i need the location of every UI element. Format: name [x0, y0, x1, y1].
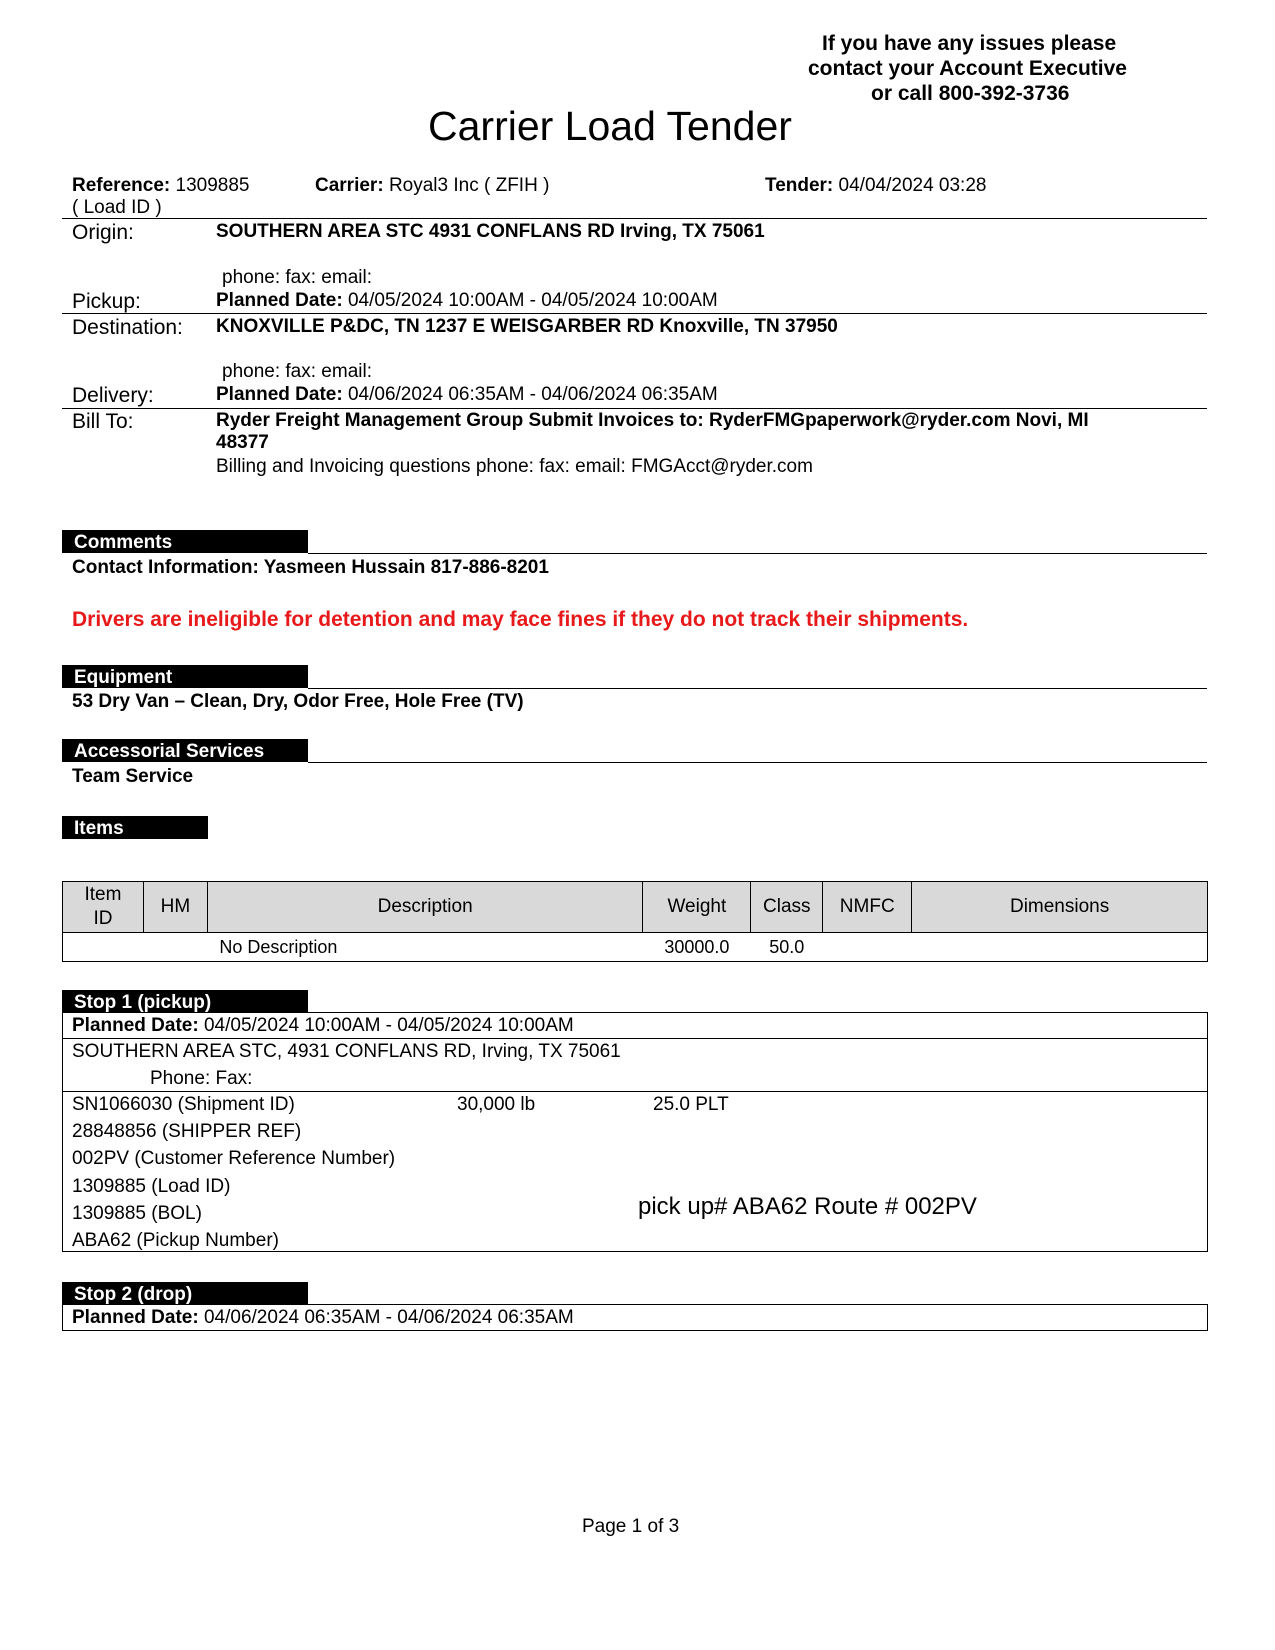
column-header-hm: HM [143, 882, 207, 933]
stop-1-reference: ABA62 (Pickup Number) [72, 1230, 279, 1251]
pickup-planned [216, 290, 718, 312]
cell-nmfc [823, 933, 912, 962]
delivery-label: Delivery: [72, 384, 154, 407]
stop-2-header: Stop 2 (drop) [62, 1282, 308, 1305]
section-rule [308, 553, 1207, 554]
carrier-label: Carrier: [315, 175, 384, 196]
destination-contact: phone: fax: email: [222, 361, 372, 382]
column-header-item-id [63, 882, 144, 933]
page-number: Page 1 of 3 [582, 1516, 680, 1537]
origin-contact: phone: fax: email: [222, 267, 372, 288]
contact-information: Contact Information: Yasmeen Hussain 817-886-8201 [72, 557, 549, 578]
reference-sub: ( Load ID ) [72, 197, 162, 218]
stop-2-planned-label: Planned Date: [72, 1307, 199, 1328]
divider [62, 313, 1207, 314]
accessorial-value: Team Service [72, 766, 194, 787]
pickup-planned-value: 04/05/2024 10:00AM - 04/05/2024 10:00AM [347, 290, 718, 311]
stop-1-header: Stop 1 (pickup) [62, 990, 308, 1013]
section-rule [308, 688, 1207, 689]
column-header-description: Description [207, 882, 643, 933]
carrier-value: Royal3 Inc ( ZFIH ) [388, 175, 550, 196]
bill-to-line-1: Ryder Freight Management Group Submit Invoices to: RyderFMGpaperwork@ryder.com Novi, MI [216, 410, 1089, 431]
stop-1-reference: SN1066030 (Shipment ID) [72, 1094, 295, 1115]
items-header-row [63, 882, 1208, 933]
tender-label: Tender: [765, 175, 834, 196]
items-header: Items [62, 816, 208, 839]
column-header-dimensions: Dimensions [912, 882, 1208, 933]
cell-dimensions [912, 933, 1208, 962]
stop-1-planned [72, 1015, 574, 1037]
stop-1-reference: 1309885 (Load ID) [72, 1176, 231, 1197]
item-id-header-line-1: Item [84, 884, 122, 905]
stop-1-phone-fax: Phone: Fax: [150, 1068, 253, 1089]
accessorial-header: Accessorial Services [62, 739, 308, 762]
delivery-planned-value: 04/06/2024 06:35AM - 04/06/2024 06:35AM [347, 384, 718, 405]
reference-row [72, 175, 249, 197]
issues-line-2: contact your Account Executive [808, 57, 1127, 80]
cell-description: No Description [207, 933, 643, 962]
stop-2-planned [72, 1307, 574, 1329]
section-rule [308, 762, 1207, 763]
stop-1-planned-label: Planned Date: [72, 1015, 199, 1036]
driver-warning: Drivers are ineligible for detention and may face fines if they do not track their shipments. [72, 608, 969, 631]
divider [62, 218, 1207, 219]
stop-1-reference: 28848856 (SHIPPER REF) [72, 1121, 302, 1142]
equipment-header: Equipment [62, 665, 308, 688]
stop-1-address: SOUTHERN AREA STC, 4931 CONFLANS RD, Irving, TX 75061 [72, 1041, 621, 1062]
bill-to-line-2: 48377 [216, 432, 269, 453]
stop-1-weight: 30,000 lb [457, 1094, 536, 1115]
reference-value: 1309885 [175, 175, 250, 196]
reference-label: Reference: [72, 175, 171, 196]
pickup-label: Pickup: [72, 290, 141, 313]
stop-1-note: pick up# ABA62 Route # 002PV [638, 1193, 977, 1220]
page-title: Carrier Load Tender [428, 103, 792, 149]
destination-label: Destination: [72, 316, 183, 339]
equipment-value: 53 Dry Van – Clean, Dry, Odor Free, Hole Free (TV) [72, 691, 524, 712]
issues-line-1: If you have any issues please [822, 32, 1117, 55]
pickup-planned-label: Planned Date: [216, 290, 343, 311]
table-row [63, 933, 1208, 962]
comments-header: Comments [62, 530, 308, 553]
stop-1-pallets: 25.0 PLT [653, 1094, 729, 1115]
stop-1-reference: 002PV (Customer Reference Number) [72, 1148, 396, 1169]
bill-to-label: Bill To: [72, 410, 134, 433]
cell-class: 50.0 [751, 933, 823, 962]
stop-2-planned-value: 04/06/2024 06:35AM - 04/06/2024 06:35AM [203, 1307, 574, 1328]
column-header-class: Class [751, 882, 823, 933]
delivery-planned [216, 384, 718, 406]
items-table [62, 881, 1208, 962]
divider [62, 408, 1207, 409]
stop-1-planned-value: 04/05/2024 10:00AM - 04/05/2024 10:00AM [203, 1015, 574, 1036]
destination-address: KNOXVILLE P&DC, TN 1237 E WEISGARBER RD Knoxville, TN 37950 [216, 316, 838, 337]
issues-line-3: or call 800-392-3736 [871, 82, 1070, 105]
origin-label: Origin: [72, 221, 134, 244]
delivery-planned-label: Planned Date: [216, 384, 343, 405]
tender-row [765, 175, 986, 197]
cell-hm [143, 933, 207, 962]
origin-address: SOUTHERN AREA STC 4931 CONFLANS RD Irving, TX 75061 [216, 221, 765, 242]
stop-1-reference: 1309885 (BOL) [72, 1203, 202, 1224]
cell-item-id [63, 933, 144, 962]
column-header-weight: Weight [643, 882, 751, 933]
tender-value: 04/04/2024 03:28 [838, 175, 987, 196]
bill-to-line-3: Billing and Invoicing questions phone: fax: email: FMGAcct@ryder.com [216, 456, 813, 477]
item-id-header-line-2: ID [93, 908, 113, 929]
cell-weight: 30000.0 [643, 933, 751, 962]
column-header-nmfc: NMFC [823, 882, 912, 933]
carrier-row [315, 175, 549, 197]
